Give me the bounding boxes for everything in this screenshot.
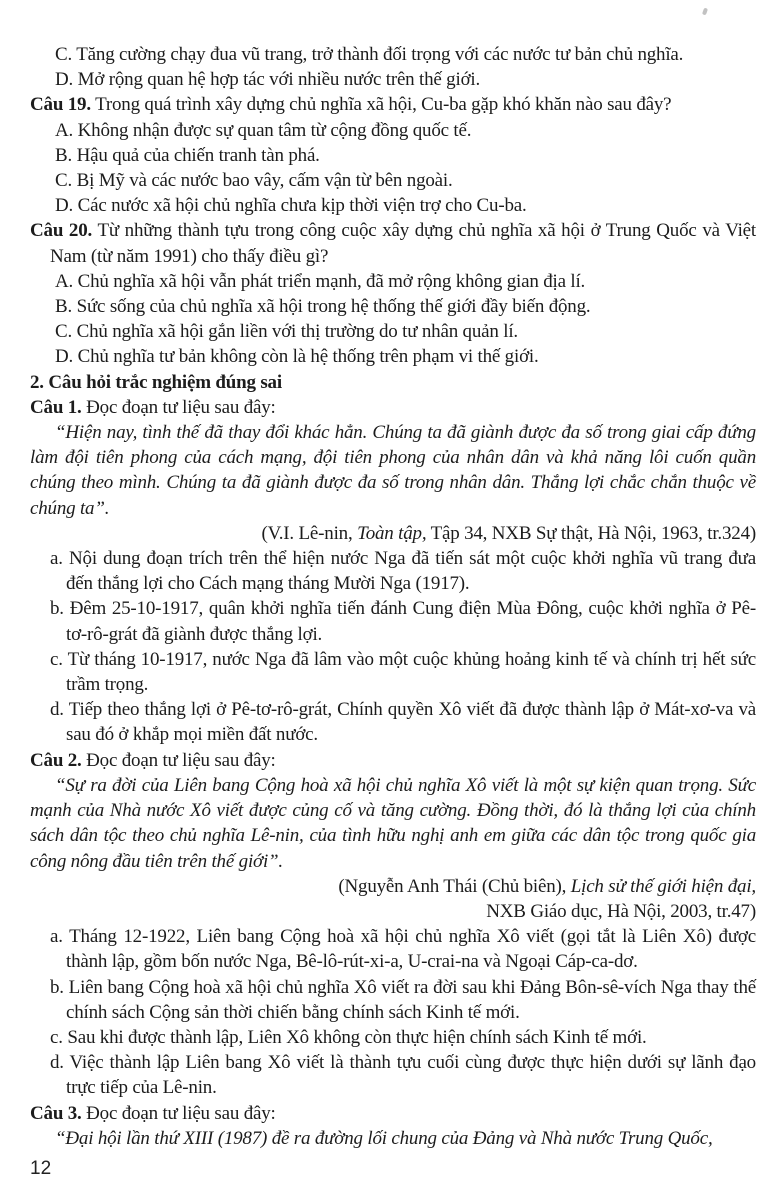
statement-label: a. [50,548,63,570]
quote-paragraph [30,420,756,521]
section-heading [30,370,756,395]
statement-text: Tháng 12-1922, Liên bang Cộng hoà xã hội chủ nghĩa Xô viết (gọi tắt là Liên Xô) được thành lập, gồm bốn nước Nga, Bê-lô-rút-xi-a, U-crai-na và Ngoại Cáp-ca-dơ. [66,926,756,973]
statement [50,596,756,646]
option-label: C. [55,170,73,192]
citation-part: Tập 34, NXB Sự thật, Hà Nội, 1963, tr.324) [426,522,756,544]
option-text: Sức sống của chủ nghĩa xã hội trong hệ thống thế giới đầy biến động. [76,296,591,318]
question [30,1101,756,1126]
citation [30,874,756,899]
question-label: Câu 2. [30,749,82,771]
statement-text: Nội dung đoạn trích trên thể hiện nước Nga đã tiến sát một cuộc khởi nghĩa vũ trang đưa đến thắng lợi cho Cách mạng tháng Mười Nga (1917). [66,548,756,595]
option-label: C. [55,44,73,65]
answer-option [55,118,756,143]
statement-label: c. [50,1026,63,1048]
question [30,218,756,268]
text-column [30,42,756,1151]
question [30,748,756,773]
question-text: Từ những thành tựu trong công cuộc xây dựng chủ nghĩa xã hội ở Trung Quốc và Việt Nam (từ năm 1991) cho thấy điều gì? [50,220,756,267]
option-label: B. [55,296,73,318]
question-label: Câu 20. [30,220,93,242]
statement [50,1050,756,1100]
quote-paragraph [30,773,756,874]
statement-label: c. [50,648,63,670]
answer-option [55,294,756,319]
statement-text: Việc thành lập Liên bang Xô viết là thành tựu cuối cùng được thực hiện dưới sự lãnh đạo trực tiếp của Lê-nin. [66,1052,756,1099]
statement-text: Sau khi được thành lập, Liên Xô không còn thực hiện chính sách Kinh tế mới. [67,1026,647,1048]
statement-text: Từ tháng 10-1917, nước Nga đã lâm vào một cuộc khủng hoảng kinh tế và chính trị hết sức trầm trọng. [66,648,756,696]
question-text: Đọc đoạn tư liệu sau đây: [86,396,276,418]
question-label: Câu 3. [30,1102,82,1124]
option-label: A. [55,119,74,141]
question [30,92,756,117]
answer-option [55,269,756,294]
option-text: Mở rộng quan hệ hợp tác với nhiều nước trên thế giới. [77,69,481,91]
citation [30,899,756,924]
statement [50,975,756,1025]
statement-label: d. [50,699,64,721]
quote-text: “Đại hội lần thứ XIII (1987) đề ra đường lối chung của Đảng và Nhà nước Trung Quốc, [55,1127,713,1149]
statement [50,546,756,596]
question-text: Đọc đoạn tư liệu sau đây: [86,749,276,771]
answer-option [55,193,756,218]
statement-label: b. [50,976,64,998]
quote-text: “Hiện nay, tình thế đã thay đổi khác hẳn. Chúng ta đã giành được đa số trong giai cấp đứng làm đội tiên phong của cách mạng, đội tiên phong của nhân dân và khả năng lôi cuốn quần chúng theo mình. Chúng ta đã giành được đa số trong nhân dân. Thắng lợi chắc chắn thuộc về chúng ta”. [30,422,756,519]
answer-option [55,168,756,193]
citation-part: NXB Giáo dục, Hà Nội, 2003, tr.47) [486,900,756,922]
option-label: D. [55,346,74,368]
quote-paragraph [30,1126,756,1151]
statement [50,697,756,747]
option-label: D. [55,69,74,91]
option-text: Không nhận được sự quan tâm từ cộng đồng quốc tế. [77,119,472,141]
option-text: Các nước xã hội chủ nghĩa chưa kịp thời viện trợ cho Cu-ba. [77,195,527,217]
question [30,395,756,420]
answer-option [55,319,756,344]
answer-option [55,143,756,168]
statement-text: Liên bang Cộng hoà xã hội chủ nghĩa Xô viết ra đời sau khi Đảng Bôn-sê-vích Nga thay thế chính sách Cộng sản thời chiến bằng chính sách Kinh tế mới. [66,976,756,1023]
statement-text: Đêm 25-10-1917, quân khởi nghĩa tiến đánh Cung điện Mùa Đông, cuộc khởi nghĩa ở Pê-tơ-rô-grát đã giành được thắng lợi. [66,598,756,645]
answer-option [55,344,756,369]
statement-label: b. [50,598,64,620]
statement [50,647,756,697]
quote-text: “Sự ra đời của Liên bang Cộng hoà xã hội chủ nghĩa Xô viết là một sự kiện quan trọng. Sức mạnh của Nhà nước Xô viết được củng cố và tăng cường. Đồng thời, đó là thắng lợi của chính sách dân tộc theo chủ nghĩa Lê-nin, của tình hữu nghị anh em giữa các dân tộc trong quốc gia công nông đầu tiên trên thế giới”. [30,774,756,872]
option-text: Hậu quả của chiến tranh tàn phá. [76,144,320,166]
statement-label: a. [50,926,63,948]
option-text: Chủ nghĩa tư bản không còn là hệ thống trên phạm vi thế giới. [77,346,539,368]
statement-text: Tiếp theo thắng lợi ở Pê-tơ-rô-grát, Chính quyền Xô viết đã được thành lập ở Mát-xơ-va và sau đó ở khắp mọi miền đất nước. [66,699,756,746]
option-label: A. [55,270,74,292]
option-label: B. [55,144,73,166]
answer-option [55,42,756,67]
page-number: 12 [30,1158,52,1179]
option-text: Chủ nghĩa xã hội vẫn phát triển mạnh, đã mở rộng không gian địa lí. [77,270,586,292]
statement [50,1025,756,1050]
option-text: Chủ nghĩa xã hội gắn liền với thị trường do tư nhân quản lí. [76,321,518,343]
question-label: Câu 19. [30,94,91,116]
question-label: Câu 1. [30,396,82,418]
scan-artifact [702,8,708,16]
option-text: Bị Mỹ và các nước bao vây, cấm vận từ bên ngoài. [76,170,453,192]
citation [30,521,756,546]
citation-part: Toàn tập, [357,522,427,544]
citation-part: Lịch sử thế giới hiện đại, [570,875,756,897]
question-text: Đọc đoạn tư liệu sau đây: [86,1102,276,1124]
option-label: C. [55,321,73,343]
question-text: Trong quá trình xây dựng chủ nghĩa xã hội, Cu-ba gặp khó khăn nào sau đây? [95,94,672,116]
citation-part: (Nguyễn Anh Thái (Chủ biên), [338,875,571,897]
option-label: D. [55,195,74,217]
statement-label: d. [50,1052,64,1074]
option-text: Tăng cường chạy đua vũ trang, trở thành đối trọng với các nước tư bản chủ nghĩa. [76,44,684,65]
answer-option [55,67,756,92]
statement [50,924,756,974]
heading-text: 2. Câu hỏi trắc nghiệm đúng sai [30,371,282,393]
citation-part: (V.I. Lê-nin, [261,522,358,544]
